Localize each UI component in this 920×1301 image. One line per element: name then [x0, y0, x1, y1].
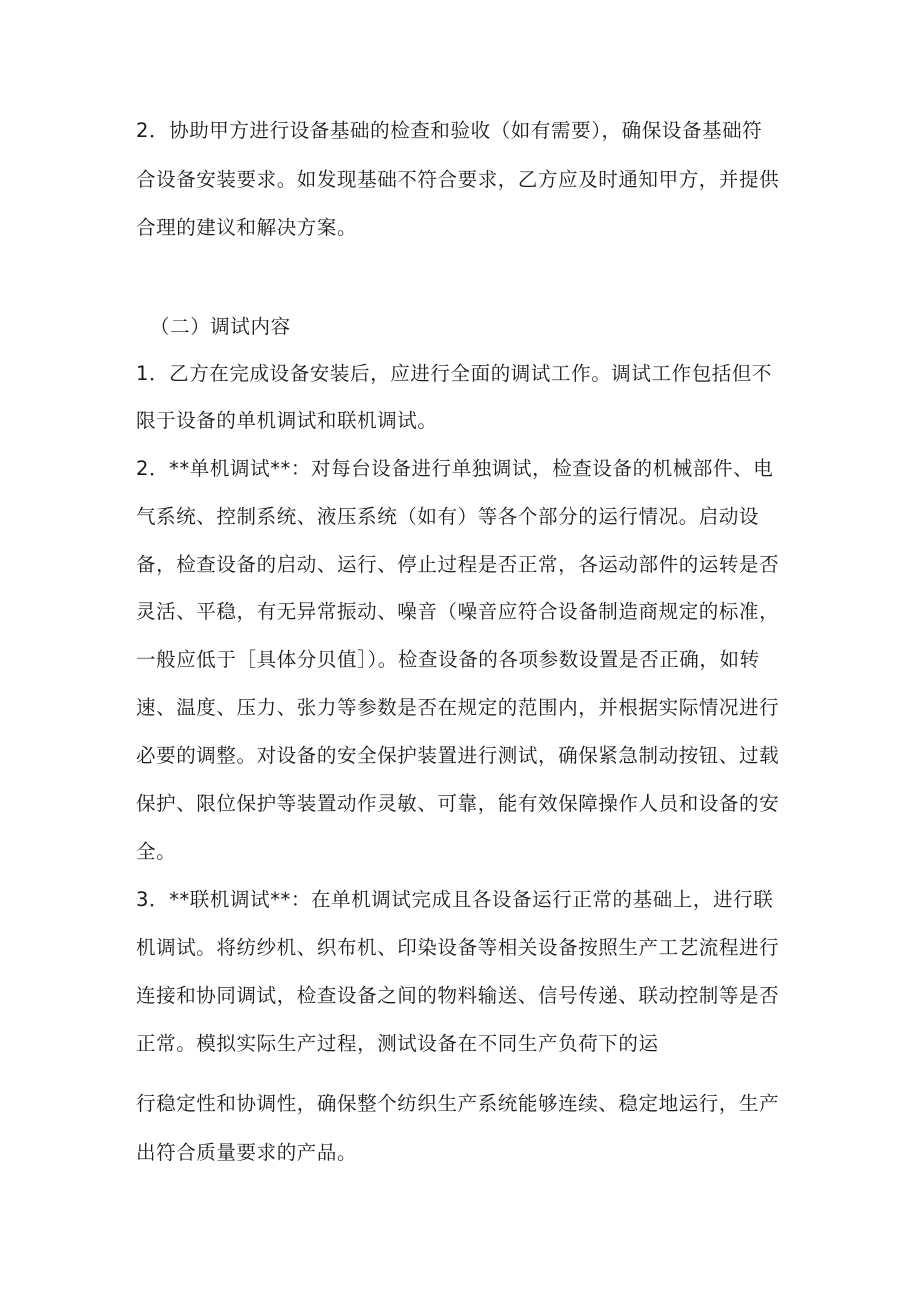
paragraph-3-line-4: 灵活、平稳，有无异常振动、噪音（噪音应符合设备制造商规定的标准，: [136, 600, 780, 623]
paragraph-4-line-4: 正常。模拟实际生产过程，测试设备在不同生产负荷下的运: [136, 1032, 659, 1055]
paragraph-3-line-2: 气系统、控制系统、液压系统（如有）等各个部分的运行情况。启动设: [136, 505, 760, 528]
paragraph-4-line-2: 机调试。将纺纱机、织布机、印染设备等相关设备按照生产工艺流程进行: [136, 936, 780, 959]
paragraph-5-line-2: 出符合质量要求的产品。: [136, 1141, 358, 1164]
paragraph-1-line-1: 2．协助甲方进行设备基础的检查和验收（如有需要），确保设备基础符: [136, 119, 763, 142]
paragraph-1-line-3: 合理的建议和解决方案。: [136, 216, 358, 239]
paragraph-4-line-1: 3．**联机调试**：在单机调试完成且各设备运行正常的基础上，进行联: [136, 888, 774, 911]
paragraph-4-line-3: 连接和协同调试，检查设备之间的物料输送、信号传递、联动控制等是否: [136, 984, 780, 1007]
paragraph-3-line-5: 一般应低于［具体分贝值］）。检查设备的各项参数设置是否正确，如转: [136, 648, 760, 671]
paragraph-1-line-2: 合设备安装要求。如发现基础不符合要求，乙方应及时通知甲方，并提供: [136, 168, 780, 191]
paragraph-2-line-2: 限于设备的单机调试和联机调试。: [136, 409, 438, 432]
paragraph-2-line-1: 1．乙方在完成设备安装后，应进行全面的调试工作。调试工作包括但不: [136, 362, 773, 385]
paragraph-3-line-1: 2．**单机调试**：对每台设备进行单独调试，检查设备的机械部件、电: [136, 457, 774, 480]
paragraph-3-line-3: 备，检查设备的启动、运行、停止过程是否正常，各运动部件的运转是否: [136, 553, 780, 576]
paragraph-3-line-8: 保护、限位保护等装置动作灵敏、可靠，能有效保障操作人员和设备的安: [136, 792, 780, 815]
paragraph-5-line-1: 行稳定性和协调性，确保整个纺织生产系统能够连续、稳定地运行，生产: [136, 1092, 780, 1115]
paragraph-3-line-7: 必要的调整。对设备的安全保护装置进行测试，确保紧急制动按钮、过载: [136, 744, 780, 767]
paragraph-3-line-9: 全。: [136, 840, 177, 863]
paragraph-3-line-6: 速、温度、压力、张力等参数是否在规定的范围内，并根据实际情况进行: [136, 696, 780, 719]
section-heading: （二）调试内容: [150, 315, 291, 338]
